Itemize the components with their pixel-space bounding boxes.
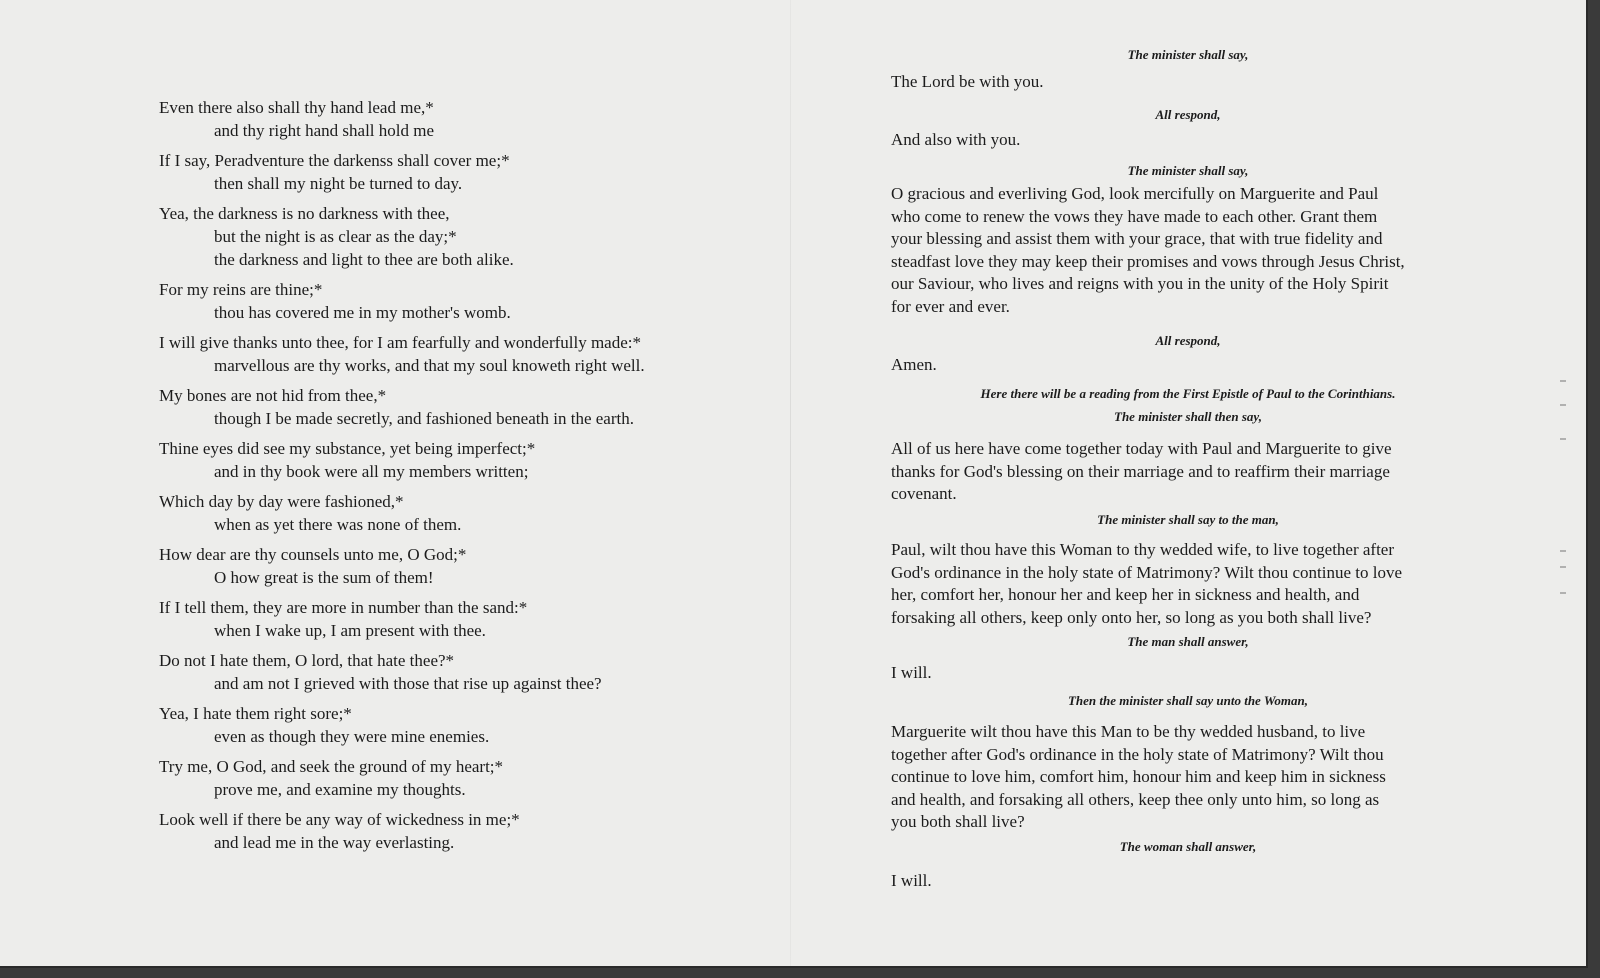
liturgy-paragraph: I will. [891,663,932,682]
psalm-verse [159,149,769,195]
paragraph-line: who come to renew the vows they have made to each other. Grant them [891,206,1378,226]
rubric-instruction: The man shall answer, [1127,634,1249,649]
center-fold [790,0,791,966]
verse-indented-line: when I wake up, I am present with thee. [214,621,486,640]
rubric-instruction: The minister shall then say, [1114,409,1262,424]
liturgy-paragraph [891,721,1485,834]
rubric-instruction: The minister shall say, [1127,163,1249,178]
psalm-verse [159,543,769,589]
psalm-verse [159,596,769,642]
psalm-verse [159,437,769,483]
paragraph-line: All of us here have come together today with Paul and Marguerite to give [891,439,1392,458]
liturgy-paragraph [891,539,1485,629]
verse-first-line: If I tell them, they are more in number than the sand:* [159,598,528,617]
paragraph-line: Paul, wilt thou have this Woman to thy wedded wife, to live together after [891,540,1395,559]
verse-first-line: Which day by day were fashioned,* [159,492,404,511]
verse-indented-line: and lead me in the way everlasting. [214,833,455,852]
verse-first-line: For my reins are thine;* [159,280,323,299]
verse-indented-line: and in thy book were all my members written; [214,462,529,481]
liturgy-paragraph [891,438,1485,506]
verse-indented-line: prove me, and examine my thoughts. [214,780,466,799]
verse-first-line: Do not I hate them, O lord, that hate thee?* [159,651,455,670]
liturgy-paragraph: I will. [891,871,932,890]
verse-indented-line: but the night is as clear as the day;* [214,227,457,246]
liturgy-paragraph: The Lord be with you. [891,72,1044,91]
edge-marks [1556,360,1570,620]
paragraph-line: steadfast love they may keep their promises and vows through Jesus Christ, [891,251,1405,271]
psalm-verse [159,96,769,142]
paragraph-line: continue to love him, comfort him, honour him and keep him in sickness [891,767,1386,786]
verse-first-line: Yea, the darkness is no darkness with thee, [159,204,450,223]
paragraph-line: God's ordinance in the holy state of Matrimony? Wilt thou continue to love [891,562,1403,582]
liturgy-paragraph: And also with you. [891,130,1021,149]
rubric-instruction: The minister shall say to the man, [1097,512,1279,527]
rubric-instruction: All respond, [1155,107,1221,122]
rubric-instruction: The woman shall answer, [1119,839,1257,854]
paragraph-line: Marguerite wilt thou have this Man to be thy wedded husband, to live [891,722,1366,741]
verse-first-line: How dear are thy counsels unto me, O God;* [159,545,467,564]
verse-indented-line: and thy right hand shall hold me [214,121,435,140]
verse-indented-line: the darkness and light to thee are both alike. [214,250,514,269]
verse-first-line: If I say, Peradventure the darkenss shall cover me;* [159,151,510,170]
rubric-instruction: The minister shall say, [1127,47,1249,62]
paragraph-line: your blessing and assist them with your grace, that with true fidelity and [891,229,1383,248]
paragraph-line: you both shall live? [891,812,1025,831]
paragraph-line: our Saviour, who lives and reigns with you in the unity of the Holy Spirit [891,274,1389,293]
verse-indented-line: and am not I grieved with those that rise up against thee? [214,674,602,693]
verse-first-line: Yea, I hate them right sore;* [159,704,352,723]
verse-first-line: Look well if there be any way of wickedness in me;* [159,810,520,829]
rubric-instruction: All respond, [1155,333,1221,348]
paragraph-line: thanks for God's blessing on their marriage and to reaffirm their marriage [891,461,1390,481]
psalm-verse [159,755,769,801]
psalm-verse [159,331,769,377]
left-page-psalm [159,96,769,861]
paragraph-line: for ever and ever. [891,296,1010,316]
psalm-verse [159,808,769,854]
paragraph-line: covenant. [891,484,957,503]
psalm-verse [159,278,769,324]
paragraph-line: together after God's ordinance in the holy state of Matrimony? Wilt thou [891,744,1384,764]
verse-indented-line: thou has covered me in my mother's womb. [214,303,511,322]
verse-indented-line: though I be made secretly, and fashioned beneath in the earth. [214,409,634,428]
rubric-instruction: Then the minister shall say unto the Woman, [1067,693,1309,708]
verse-indented-line: when as yet there was none of them. [214,515,462,534]
psalm-verse [159,490,769,536]
verse-first-line: Even there also shall thy hand lead me,* [159,98,434,117]
verse-indented-line: marvellous are thy works, and that my soul knoweth right well. [214,356,645,375]
paragraph-line: her, comfort her, honour her and keep her in sickness and health, and [891,585,1360,604]
verse-first-line: My bones are not hid from thee,* [159,386,387,405]
liturgy-paragraph [891,183,1485,318]
psalm-verse [159,702,769,748]
liturgy-paragraph: Amen. [891,355,937,374]
psalm-verse [159,649,769,695]
verse-first-line: Try me, O God, and seek the ground of my heart;* [159,757,504,776]
paragraph-line: O gracious and everliving God, look mercifully on Marguerite and Paul [891,184,1379,203]
verse-first-line: Thine eyes did see my substance, yet being imperfect;* [159,439,536,458]
psalm-verse [159,384,769,430]
paragraph-line: and health, and forsaking all others, keep thee only unto him, so long as [891,789,1380,809]
verse-indented-line: even as though they were mine enemies. [214,727,490,746]
verse-indented-line: O how great is the sum of them! [214,568,434,587]
paragraph-line: forsaking all others, keep only onto her, so long as you both shall live? [891,607,1372,627]
verse-indented-line: then shall my night be turned to day. [214,174,463,193]
psalm-verse [159,202,769,271]
verse-first-line: I will give thanks unto thee, for I am fearfully and wonderfully made:* [159,333,641,352]
rubric-instruction: Here there will be a reading from the First Epistle of Paul to the Corinthians. [980,386,1396,401]
